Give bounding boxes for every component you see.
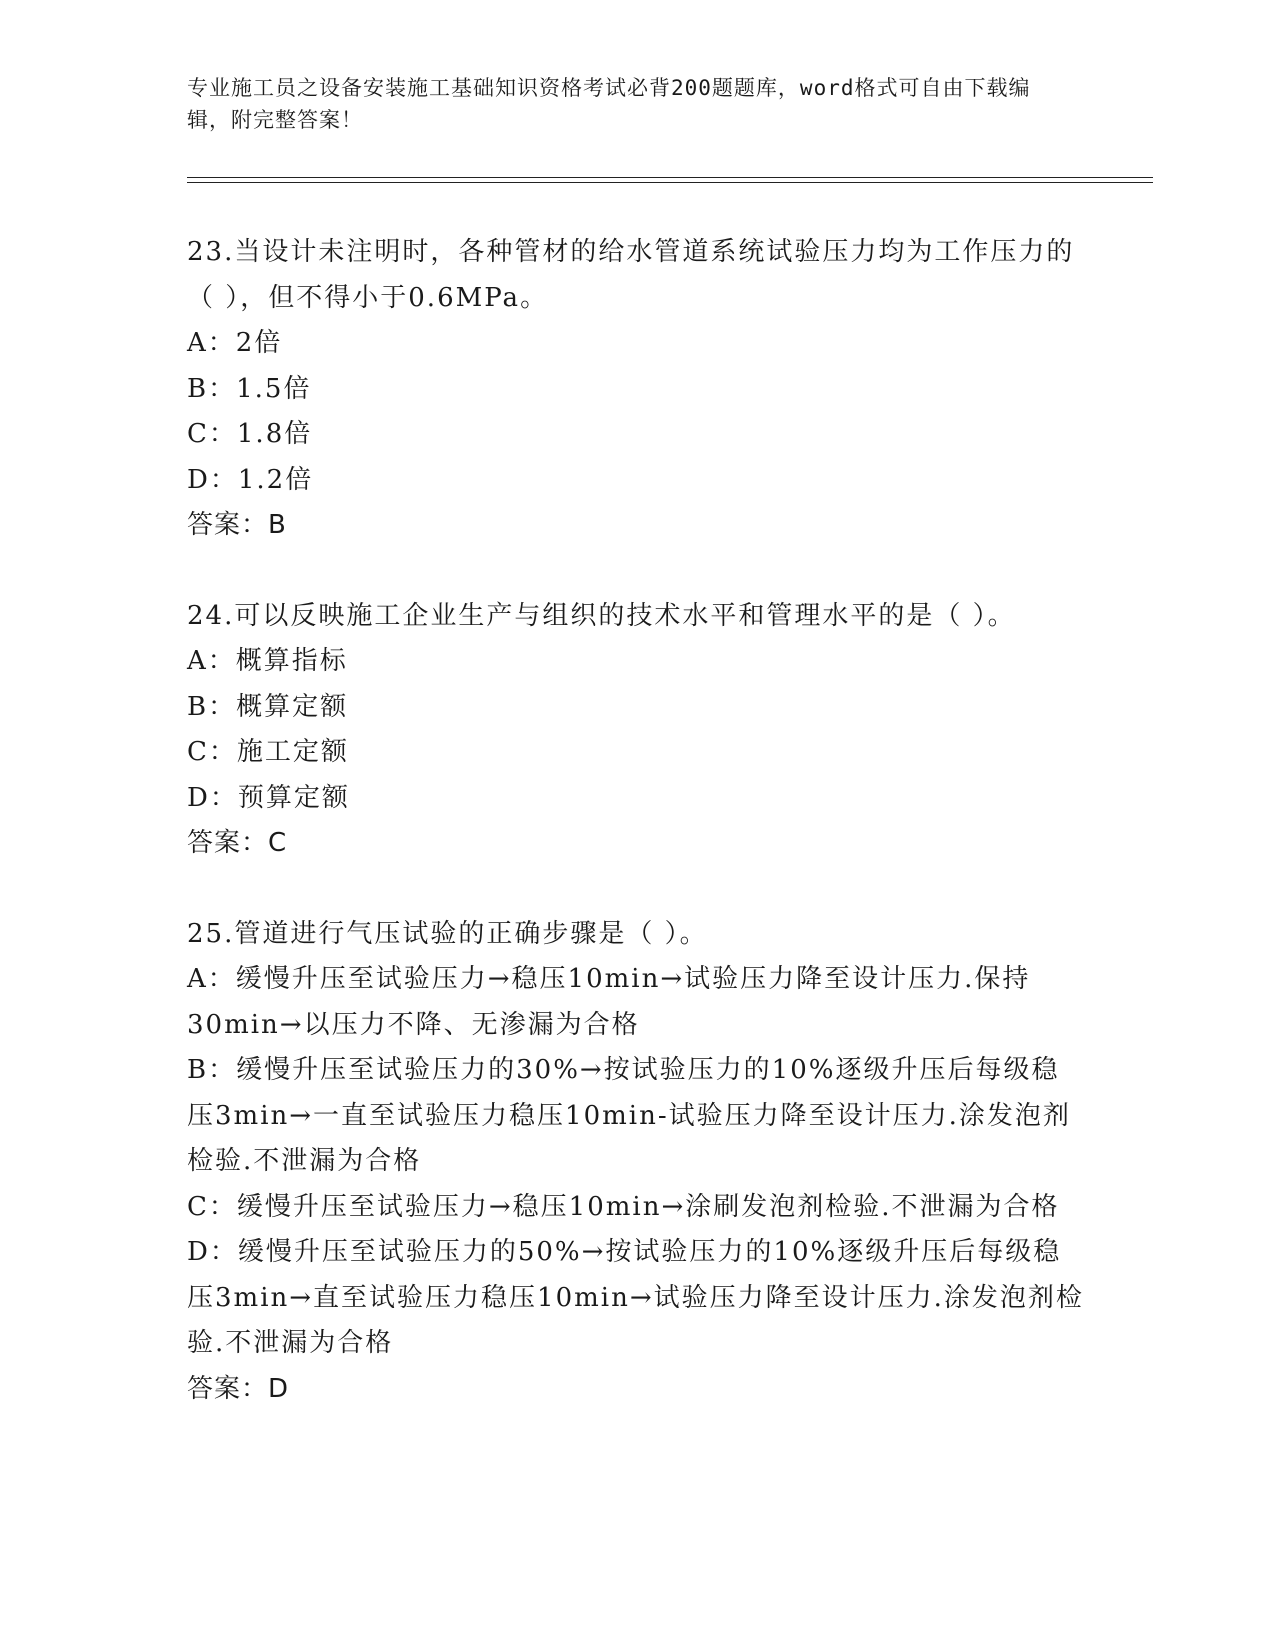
question-23 bbox=[187, 230, 1087, 549]
option-b: B：缓慢升压至试验压力的30%→按试验压力的10%逐级升压后每级稳压3min→一直至试验压力稳压10min-试验压力降至设计压力.涂发泡剂检验.不泄漏为合格 bbox=[187, 1055, 1071, 1176]
answer: 答案：D bbox=[187, 1373, 290, 1404]
header-rule-top bbox=[187, 177, 1153, 178]
answer: 答案：B bbox=[187, 510, 287, 540]
option-c: C：施工定额 bbox=[187, 737, 349, 767]
option-a: A：概算指标 bbox=[187, 646, 348, 676]
option-d: D：缓慢升压至试验压力的50%→按试验压力的10%逐级升压后每级稳压3min→直至试验压力稳压10min→试验压力降至设计压力.涂发泡剂检验.不泄漏为合格 bbox=[187, 1237, 1084, 1358]
option-b: B：概算定额 bbox=[187, 691, 349, 722]
option-d: D：1.2倍 bbox=[187, 464, 314, 495]
header-note: 专业施工员之设备安装施工基础知识资格考试必背200题题库，word格式可自由下载编辑，附完整答案！ bbox=[187, 76, 1031, 132]
option-c: C：1.8倍 bbox=[187, 419, 313, 449]
question-25 bbox=[187, 912, 1087, 1413]
option-d: D：预算定额 bbox=[187, 782, 350, 813]
question-list bbox=[187, 230, 1087, 1457]
header-rule-bottom bbox=[187, 182, 1153, 183]
question-stem: 25.管道进行气压试验的正确步骤是（ ）。 bbox=[187, 918, 708, 949]
question-stem: 23.当设计未注明时，各种管材的给水管道系统试验压力均为工作压力的（ ），但不得小于0.6MPa。 bbox=[187, 237, 1075, 313]
option-c: C：缓慢升压至试验压力→稳压10min→涂刷发泡剂检验.不泄漏为合格 bbox=[187, 1191, 1060, 1222]
question-24 bbox=[187, 594, 1087, 867]
option-b: B：1.5倍 bbox=[187, 373, 312, 404]
option-a: A：缓慢升压至试验压力→稳压10min→试验压力降至设计压力.保持30min→以压力不降、无渗漏为合格 bbox=[187, 964, 1031, 1040]
answer: 答案：C bbox=[187, 828, 288, 858]
option-a: A：2倍 bbox=[187, 328, 283, 358]
question-stem: 24.可以反映施工企业生产与组织的技术水平和管理水平的是（ ）。 bbox=[187, 600, 1016, 631]
